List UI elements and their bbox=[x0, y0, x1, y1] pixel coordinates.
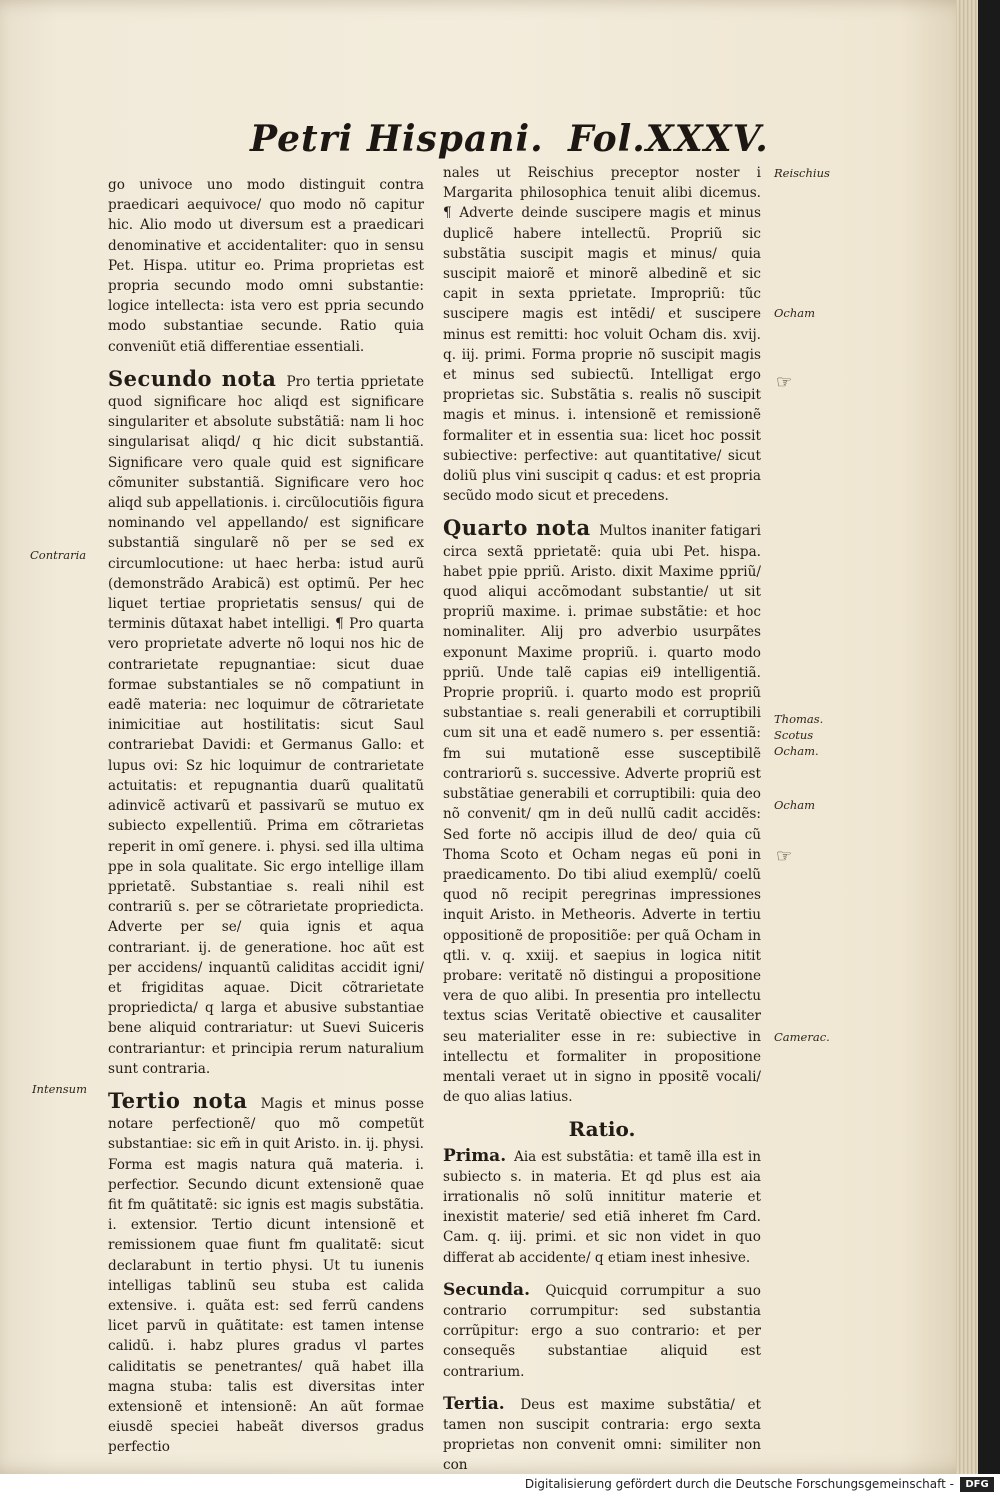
funding-credit: Digitalisierung gefördert durch die Deutsche Forschungsgemeinschaft - bbox=[524, 1477, 954, 1491]
left-column bbox=[108, 175, 424, 1458]
manicule-icon: ☞ bbox=[776, 372, 793, 393]
right-paragraph-1: nales ut Reischius preceptor noster i Margarita philosophica tenuit alibi dicemus. ¶ Adverte deinde suscipere magis et minus duplicẽ habere intellectũ. Propriũ sic substãtia suscipit magis et minus/ quia suscipit maiorẽ et minorẽ albedinẽ et sic capit in sexta pprietate. Impropriũ: tũc suscipere magis est intẽdi/ et suscipere minus est remitti: hoc voluit Ocham dis. xvij. q. iij. primi. Forma proprie nõ suscipit magis et minus sed subiectũ. Intelligat ergo proprietas sic. Substãtia s. realis nõ suscipit magis et minus. i. intensionẽ et remissionẽ formaliter et in essentia sua: licet hoc possit subiective: perfective: aut quantitative/ sicut doliũ plus vini suscipit q cadus: et est propria secũdo modo sicut et precedens. bbox=[443, 165, 761, 505]
ratio-tertia bbox=[443, 1394, 761, 1474]
prima-text: Aia est substãtia: et tamẽ illa est in subiecto s. in materia. Et qd plus est aia irrationalis nõ solũ innititur materie et inexistit materie/ sed etiã inheret fm Card. Cam. q. iij. primi. et sic non videt in quo differat ab accidente/ q etiam inest inhesive. bbox=[443, 1148, 762, 1266]
manicule-icon: ☞ bbox=[776, 846, 793, 867]
left-paragraph-2 bbox=[108, 365, 425, 1079]
margin-note-contraria: Contraria bbox=[30, 548, 87, 562]
tertia-text: Deus est maxime substãtia/ et tamen non suscipit contraria: ergo sexta proprietas non convenit omni: similiter non con bbox=[443, 1396, 761, 1474]
quarto-nota-heading: Quarto nota bbox=[443, 515, 591, 541]
margin-note-camerac: Camerac. bbox=[774, 1030, 830, 1044]
ratio-secunda bbox=[443, 1280, 761, 1382]
tertia-label: Tertia. bbox=[443, 1393, 505, 1414]
secundo-nota-text: Pro tertia pprietate quod significare hoc aliqd est significare singulariter et absolute substãtiã: nam li hoc singularisat aliqd/ q hic dicit substantiã. Significare vero quale quid est significare cõmuniter substantiã. Significare vero hoc aliqd sub appellationis. i. circũlocutiõis figura nominando vel appellando/ est significare substantiã singularẽ nõ per se sed ex circumlocutione: ut haec herba: istud aurũ (demonstrãdo Arabicã) est optimũ. Per hec liquet tertiae proprietatis sensus/ qui de terminis dũtaxat habet intelligi. ¶ Pro quarta vero proprietate adverte nõ loqui nos hic de contrarietate repugnantiae: sicut duae formae substantiales se nõ compatiunt in eadẽ materia: nec loquimur de cõtrarietate inimicitiae aut hostilitatis: sicut Saul contrariebat Davidi: et Germanus Gallo: et lupus ovi: Sz hic loquimur de contrarietate actuitatis: et repugnantia duarũ qualitatũ adinvicẽ activarũ et passivarũ se mutuo ex subiecto expellentiũ. Prima em cõtrarietas reperit in omĩ genere. i. physi. sed illa ultima ppe in sola qualitate. Sic ergo intellige illam pprietatẽ. Substantiae s. reali nihil est contrariũ s. per se cõtrarietate propriedicta. Adverte per se/ quia ignis et aqua contrariant. ij. de generatione. hoc aũt est per accidens/ inquantũ caliditas accidit igni/ et frigiditas aquae. Dicit cõtrarietate propriedicta/ q larga et abusive substantiae bene aliquid contrariatur: ut Suevi Suiceris contrariantur: et principia rerum naturalium sunt contraria. bbox=[108, 373, 425, 1077]
margin-note-ocham-2: Ocham. bbox=[774, 744, 819, 758]
tertio-nota-heading: Tertio nota bbox=[108, 1087, 248, 1113]
secundo-nota-heading: Secundo nota bbox=[108, 365, 277, 391]
left-paragraph-1: go univoce uno modo distinguit contra praedicari aequivoce/ quo modo nõ capitur hic. Alio modo ut diversum est a praedicari denominative et accidentaliter: quo in sensu Pet. Hispa. utitur eo. Prima proprietas est propria secundo modo omni substantie: logice intellecta: ista vero est ppria secundo modo substantiae secunde. Ratio quia conveniũt etiã differentiae essentiali. bbox=[108, 177, 424, 355]
right-paragraph-2 bbox=[443, 515, 761, 1107]
margin-note-intensum: Intensum bbox=[32, 1082, 87, 1096]
left-paragraph-3 bbox=[108, 1087, 424, 1458]
page-edge bbox=[956, 0, 978, 1474]
folio-number: Fol.XXXV. bbox=[568, 118, 769, 160]
prima-label: Prima. bbox=[443, 1145, 507, 1166]
margin-note-ocham-1: Ocham bbox=[774, 306, 816, 320]
margin-note-ocham-3: Ocham bbox=[774, 798, 816, 812]
margin-note-reischius: Reischius bbox=[774, 166, 830, 180]
secunda-label: Secunda. bbox=[443, 1279, 530, 1300]
quarto-nota-text: Multos inaniter fatigari circa sextã pprietatẽ: quia ubi Pet. hispa. habet ppie ppriũ. Aristo. dixit Maxime ppriũ/ quod aliqui accõmodant substantie/ ut sit propriũ maxime. i. primae substãtie: et hoc nominaliter. Alij pro adverbio usurpãtes exponunt Maxime propriũ. i. quarto modo ppriũ. Unde talẽ capias ei9 intelligentiã. Proprie propriũ. i. quarto modo est propriũ substantiae s. reali generabili et corruptibili cum sit una et eadẽ numero s. per essentiã: fm sui mutationẽ esse susceptibilẽ contrariorũ s. successive. Adverte propriũ est substãtiae generabili et corruptibili: quia deo nõ convenit/ qm in deũ nullũ cadit accidẽs: Sed forte nõ accipis illud de deo/ quia cũ Thoma Scoto et Ocham negas eũ poni in praedicamento. Do tibi aliud exemplũ/ coelũ quod nõ recipit peregrinas impressiones inquit Aristo. in Metheoris. Adverte in tertiu oppositionẽ de propositiõe: per quã Ocham in qtli. v. q. xxiij. et saepius in logica nitit probare: veritatẽ nõ distingui a propositione vera de quo alibi. In presentia pro intellectu textus scias Veritatẽ obiective et causaliter seu materialiter esse in re: subiective in intellectu et formaliter in propositione mentali veraet ut in signo in ppositẽ vocali/ de quo alias latius. bbox=[443, 523, 761, 1106]
running-title: Petri Hispani. bbox=[250, 118, 544, 160]
right-column bbox=[443, 163, 761, 1474]
margin-note-scotus: Scotus bbox=[774, 728, 814, 742]
dfg-logo: DFG bbox=[960, 1477, 994, 1492]
ratio-prima bbox=[443, 1146, 761, 1268]
tertio-nota-text: Magis et minus posse notare perfectionẽ/ quo mõ competũt substantiae: sic em̃ in quit Aristo. in. ij. physi. Forma est magis natura quã materia. i. perfectior. Secundo dicunt extensionẽ quae fit fm quãtitatẽ: sic ignis est magis substãtia. i. extensior. Tertio dicunt intensionẽ et remissionem quae fiunt fm qualitatẽ: sicut declarabunt in tertio physi. Ut tu iunenis intelligas tablinũ seu stuba est calida extensive. i. quãta est: sed ferrũ candens licet parvũ in quãtitate: est tamen intense calidũ. i. habz plures gradus vl partes caliditatis se penetrantes/ quã habet illa magna stuba: talis est diversitas inter extensionẽ et intensionẽ: An aũt formae eiusdẽ speciei habeãt diversos gradus perfectio bbox=[108, 1095, 424, 1456]
margin-note-thomas: Thomas. bbox=[774, 712, 824, 726]
secunda-text: Quicquid corrumpitur a suo contrario corrumpitur: sed substantia corrũpitur: ergo a suo contrario: et per consequẽs substantiae aliquid est contrarium. bbox=[443, 1282, 761, 1380]
footer-bar bbox=[0, 1474, 1000, 1496]
ratio-heading: Ratio. bbox=[568, 1117, 636, 1142]
